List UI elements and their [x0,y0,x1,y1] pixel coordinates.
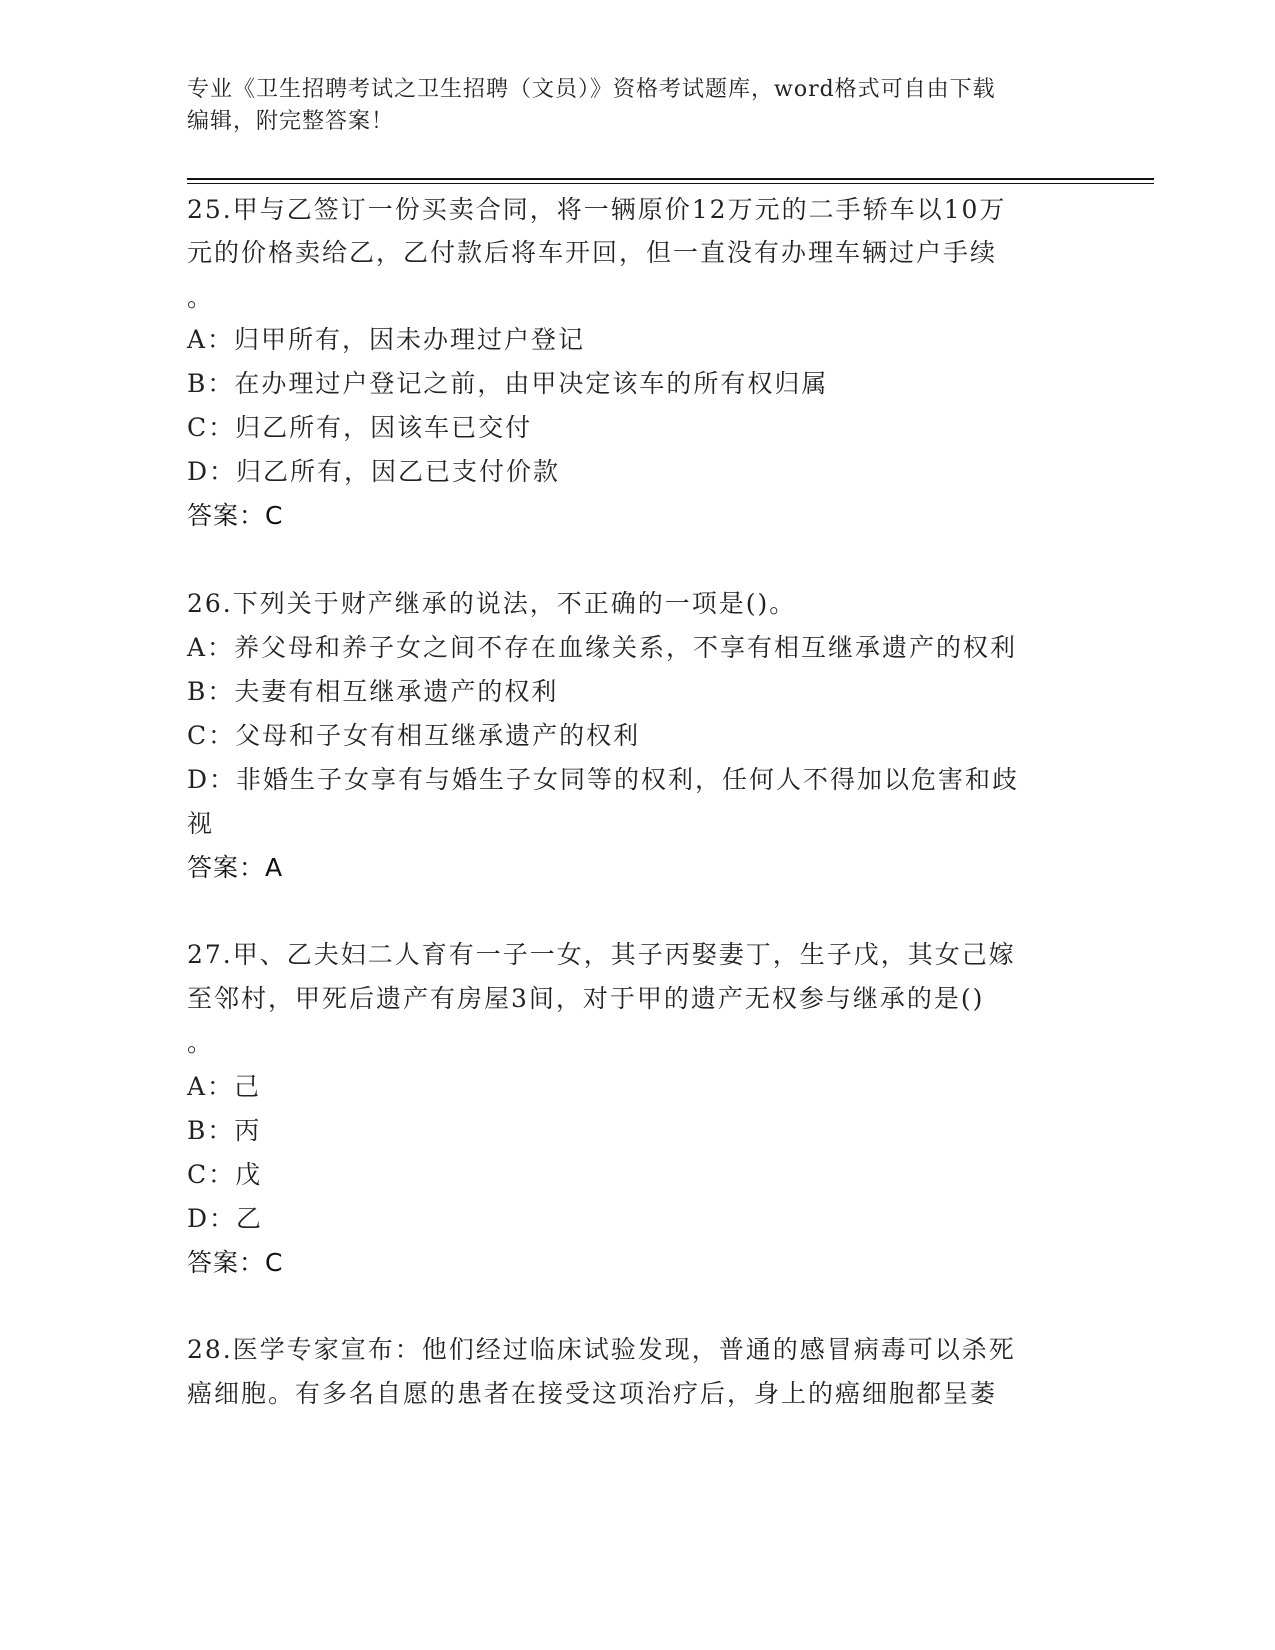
q25-option-d: D：归乙所有，因乙已支付价款 [187,457,561,486]
q26-option-c: C：父母和子女有相互继承遗产的权利 [187,721,641,750]
q27-option-a: A：己 [187,1072,262,1101]
q27-option-d: D：乙 [187,1204,264,1233]
header-rule-thick [187,178,1154,180]
q25-option-a: A：归甲所有，因未办理过户登记 [187,325,586,354]
q25-option-c: C：归乙所有，因该车已交付 [187,413,533,442]
q25-option-b: B：在办理过户登记之前，由甲决定该车的所有权归属 [187,369,829,398]
header-line-2: 编辑，附完整答案！ [187,109,395,134]
q26-option-d-line-2: 视 [187,809,215,838]
q27-stem-line-3: 。 [187,1028,215,1057]
q28-stem-line-2: 癌细胞。有多名自愿的患者在接受这项治疗后，身上的癌细胞都呈萎 [187,1379,998,1408]
q28-stem-line-1: 28.医学专家宣布：他们经过临床试验发现，普通的感冒病毒可以杀死 [187,1335,1016,1364]
q25-stem-line-1: 25.甲与乙签订一份买卖合同，将一辆原价12万元的二手轿车以10万 [187,195,1007,224]
q26-option-a: A：养父母和养子女之间不存在血缘关系，不享有相互继承遗产的权利 [187,633,1018,662]
header-rule-thin [187,183,1154,184]
q25-stem-line-3: 。 [187,283,215,312]
q27-option-b: B：丙 [187,1116,262,1145]
q25-stem-line-2: 元的价格卖给乙，乙付款后将车开回，但一直没有办理车辆过户手续 [187,238,998,267]
q27-stem-line-2: 至邻村，甲死后遗产有房屋3间，对于甲的遗产无权参与继承的是() [187,984,985,1013]
q26-option-d-line-1: D：非婚生子女享有与婚生子女同等的权利，任何人不得加以危害和歧 [187,765,1020,794]
q27-answer: 答案：C [187,1248,284,1277]
q27-option-c: C：戊 [187,1160,263,1189]
q26-stem-line-1: 26.下列关于财产继承的说法，不正确的一项是()。 [187,589,797,618]
header-line-1: 专业《卫生招聘考试之卫生招聘（文员）》资格考试题库，word格式可自由下载 [187,77,996,102]
q26-answer: 答案：A [187,853,284,882]
q25-answer: 答案：C [187,501,284,530]
q27-stem-line-1: 27.甲、乙夫妇二人育有一子一女，其子丙娶妻丁，生子戊，其女己嫁 [187,940,1016,969]
document-header [187,74,1067,138]
q26-option-b: B：夫妻有相互继承遗产的权利 [187,677,559,706]
